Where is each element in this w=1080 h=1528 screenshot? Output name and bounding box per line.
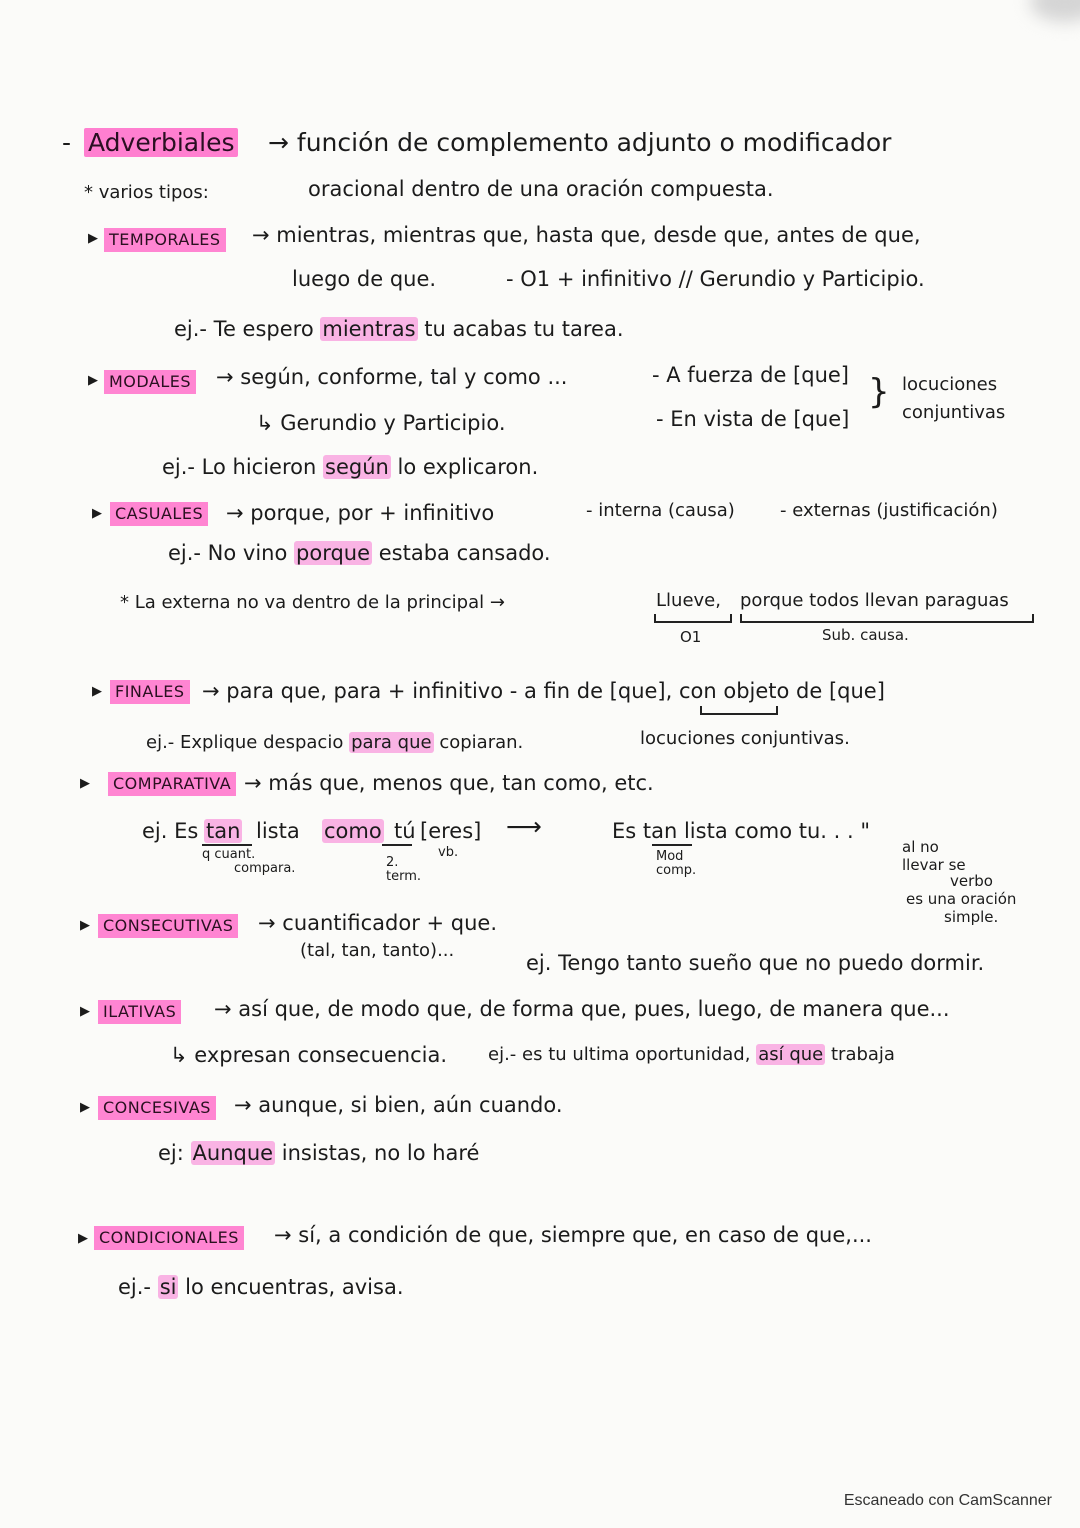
causales-label-sub: Sub. causa.: [822, 626, 909, 644]
temporales-example: [174, 316, 624, 342]
causales-ex-rest: estaba cansado.: [378, 541, 551, 565]
concesivas-ex-rest: insistas, no lo haré: [281, 1141, 480, 1165]
comparativas-side5: simple.: [944, 908, 999, 926]
tag-concesivas: CONCESIVAS: [98, 1096, 216, 1120]
header-definition: → función de complemento adjunto o modificador: [268, 128, 892, 157]
modales-example: [162, 454, 538, 480]
modales-loc2: - En vista de [que]: [656, 407, 850, 431]
temporales-line2b: - O1 + infinitivo // Gerundio y Participio.: [506, 267, 925, 291]
comparativas-side1: al no: [902, 838, 939, 856]
tag-finales: FINALES: [110, 680, 190, 704]
comparativas-ex-tu: tú: [394, 819, 416, 843]
comparativas-lbl-compara: compara.: [234, 861, 296, 876]
causales-note-o1: Llueve,: [656, 590, 721, 611]
comparativas-como-highlight: como: [324, 819, 382, 843]
consecutivas-line2: (tal, tan, tanto)...: [300, 940, 455, 961]
comparativas-ex-a: ej. Es: [142, 819, 199, 843]
causales-note-sub: porque todos llevan paraguas: [740, 590, 1009, 611]
concesivas-ex-prefix: ej:: [158, 1141, 184, 1165]
concesivas-line1: → aunque, si bien, aún cuando.: [234, 1093, 563, 1117]
underline: [652, 844, 692, 846]
scanner-watermark: Escaneado con CamScanner: [843, 1492, 1052, 1509]
modales-ex-highlight: según: [325, 455, 389, 479]
condicionales-ex-rest: lo encuentras, avisa.: [185, 1275, 404, 1299]
finales-loc: locuciones conjuntivas.: [640, 728, 850, 749]
page-corner-shadow: [1030, 0, 1080, 22]
comparativas-side3: verbo: [950, 872, 993, 890]
tag-comparativa: COMPARATIVA: [108, 772, 236, 796]
consecutivas-line1: → cuantificador + que.: [258, 911, 498, 935]
underline: [202, 844, 252, 846]
comparativas-ex-tan: [204, 818, 242, 844]
concesivas-example: [158, 1140, 479, 1166]
ilativas-ex-prefix: ej.- es tu ultima oportunidad,: [488, 1044, 751, 1065]
comparativas-side2: llevar se: [902, 856, 966, 874]
temporales-ex-rest: tu acabas tu tarea.: [424, 317, 624, 341]
comparativas-line1: → más que, menos que, tan como, etc.: [244, 771, 654, 795]
comparativas-ex-lista: lista: [256, 819, 300, 843]
condicionales-line1: → sí, a condición de que, siempre que, en caso de que,...: [274, 1223, 872, 1247]
arrow-right-icon: ⟶: [506, 812, 542, 841]
ilativas-ex-highlight: así que: [758, 1044, 824, 1065]
modales-line2: ↳ Gerundio y Participio.: [256, 411, 506, 435]
bullet-triangle-icon: ▶: [88, 373, 98, 388]
bullet-triangle-icon: ▶: [80, 1100, 90, 1115]
modales-ex-rest: lo explicaron.: [397, 455, 539, 479]
causales-externa: - externas (justificación): [780, 500, 998, 521]
header-title-highlight: Adverbiales: [84, 128, 238, 157]
tag-ilativas: ILATIVAS: [98, 1000, 181, 1024]
temporales-ex-highlight: mientras: [322, 317, 416, 341]
header-note-star: * varios tipos:: [84, 182, 209, 203]
bullet-triangle-icon: ▶: [92, 684, 102, 699]
header-dash: -: [62, 128, 72, 157]
bullet-triangle-icon: ▶: [80, 1004, 90, 1019]
header-title: [84, 128, 238, 158]
finales-ex-highlight: para que: [351, 732, 432, 753]
tag-condicionales: CONDICIONALES: [94, 1226, 244, 1250]
comparativas-tan-highlight: tan: [206, 819, 241, 843]
tag-consecutivas: CONSECUTIVAS: [98, 914, 238, 938]
comparativas-ex2: Es tan lista como tu. . . ": [612, 819, 870, 843]
ilativas-ex-rest: trabaja: [830, 1044, 895, 1065]
header-note-text: oracional dentro de una oración compuesta.: [308, 177, 774, 201]
comparativas-ex-eres: [eres]: [420, 819, 482, 843]
sub-bracket: [740, 614, 1034, 623]
finales-ex-prefix: ej.- Explique despacio: [146, 732, 344, 753]
condicionales-ex-highlight: si: [159, 1275, 177, 1299]
tag-temporales: TEMPORALES: [104, 228, 226, 252]
bullet-triangle-icon: ▶: [80, 918, 90, 933]
modales-ex-prefix: ej.- Lo hicieron: [162, 455, 317, 479]
bullet-triangle-icon: ▶: [92, 506, 102, 521]
modales-loc-label2: conjuntivas: [902, 402, 1006, 423]
bullet-triangle-icon: ▶: [78, 1231, 88, 1246]
underline: [382, 844, 412, 846]
condicionales-example: [118, 1274, 404, 1300]
comparativas-side4: es una oración: [906, 890, 1017, 908]
condicionales-ex-prefix: ej.-: [118, 1275, 152, 1299]
o1-bracket: [654, 614, 732, 623]
temporales-line2: luego de que.: [292, 267, 437, 291]
ilativas-line2: ↳ expresan consecuencia.: [170, 1043, 448, 1067]
brace-icon: }: [868, 372, 890, 412]
comparativas-lbl-mod: Mod comp.: [656, 849, 697, 878]
modales-line1: → según, conforme, tal y como ...: [216, 365, 568, 389]
consecutivas-ex: ej. Tengo tanto sueño que no puedo dormir.: [526, 951, 985, 975]
modales-loc1: - A fuerza de [que]: [652, 363, 849, 387]
causales-ex-highlight: porque: [296, 541, 371, 565]
finales-line1: → para que, para + infinitivo - a fin de [que], con objeto de [que]: [202, 679, 885, 703]
comparativas-lbl-cuant: q cuant.: [202, 847, 256, 862]
concesivas-ex-highlight: Aunque: [192, 1141, 274, 1165]
ilativas-line1: → así que, de modo que, de forma que, pues, luego, de manera que...: [214, 997, 950, 1021]
tag-modales: MODALES: [104, 370, 196, 394]
causales-line1: → porque, por + infinitivo: [226, 501, 495, 525]
bullet-triangle-icon: ▶: [80, 776, 90, 791]
comparativas-lbl-2term: 2. term.: [386, 855, 422, 884]
tag-causales: CASUALES: [110, 502, 208, 526]
comparativas-lbl-vb: vb.: [438, 845, 459, 860]
causales-interna: - interna (causa): [586, 500, 735, 521]
ilativas-example: [488, 1042, 895, 1068]
causales-note: * La externa no va dentro de la principal →: [120, 592, 505, 613]
temporales-ex-prefix: ej.- Te espero: [174, 317, 314, 341]
bullet-triangle-icon: ▶: [88, 231, 98, 246]
causales-label-o1: O1: [680, 628, 702, 646]
modales-loc-label1: locuciones: [902, 374, 998, 395]
finales-example: [146, 730, 523, 756]
temporales-line1: → mientras, mientras que, hasta que, desde que, antes de que,: [252, 223, 921, 247]
causales-example: [168, 540, 551, 566]
finales-ex-rest: copiaran.: [439, 732, 524, 753]
causales-ex-prefix: ej.- No vino: [168, 541, 288, 565]
finales-bracket: [700, 706, 778, 715]
comparativas-ex-como: [322, 818, 384, 844]
